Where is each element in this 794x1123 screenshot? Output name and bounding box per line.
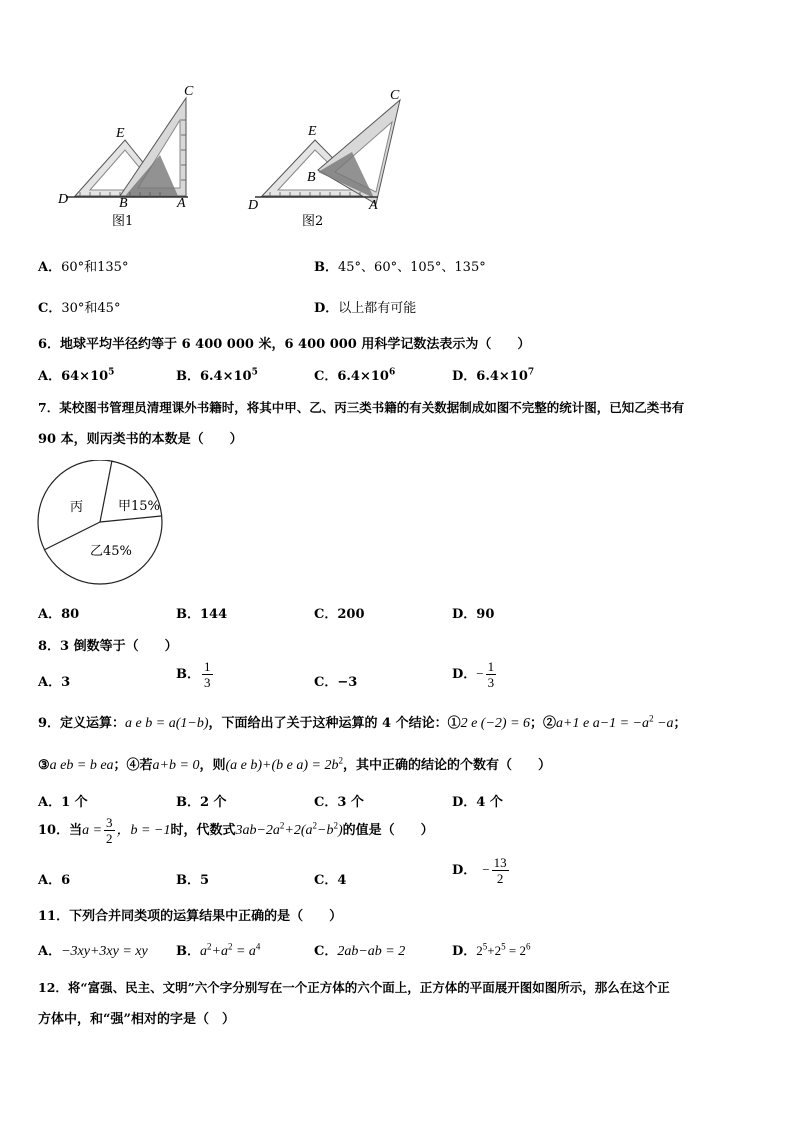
q5-option-d-letter: D．: [314, 301, 339, 316]
q11-d-letter: D．: [452, 944, 477, 959]
q5-option-d: [314, 297, 416, 316]
q9-option-b: B．2 个: [176, 795, 227, 810]
q11-b-exp2: 2: [227, 941, 233, 952]
q11-c-letter: C．: [314, 944, 338, 959]
q7-option-c: C．200: [314, 607, 365, 622]
q9-sep2: ；: [673, 716, 687, 731]
q8-d-sign: −: [476, 666, 484, 681]
fig2-label-e: E: [308, 124, 317, 139]
fig2-label-b: B: [307, 170, 316, 185]
q5-option-c-text: 30°和45°: [61, 301, 121, 316]
fig1-label-e: E: [116, 126, 125, 141]
fig2-label-c: C: [390, 88, 400, 103]
q11-d-exp3: 6: [525, 941, 531, 952]
q9-sep1: ；②: [530, 716, 557, 731]
q11-b-term3: = a: [232, 944, 256, 959]
q9-line1: [38, 712, 687, 732]
fig2-label-a: A: [369, 198, 378, 213]
q5-option-a: [38, 256, 128, 275]
q12-line2: 方体中，和“强”相对的字是（ ）: [38, 1012, 235, 1027]
q9-conclusion4: (a e b)+(b e a) = 2b: [225, 758, 339, 773]
q9-c2-tail: −a: [653, 716, 674, 731]
q9-line2: [38, 754, 551, 774]
q6-b-exp: 5: [251, 367, 258, 378]
q8-option-c: C．−3: [314, 675, 358, 690]
q11-b-term2: +a: [211, 944, 228, 959]
q9-c2-exp: 2: [649, 713, 654, 724]
q9-option-c: C．3 个: [314, 795, 364, 810]
q11-d-term3: = 2: [505, 943, 526, 958]
q10-expr3-exp: 2: [333, 820, 338, 831]
q8-option-d: [452, 660, 498, 689]
q10-expr2-exp: 2: [312, 820, 318, 831]
q11-stem: 11．下列合并同类项的运算结果中正确的是（ ）: [38, 909, 343, 924]
pie-label-jia: 甲15%: [118, 499, 160, 514]
q10-d-den: 2: [496, 871, 504, 886]
q7-stem-line2: 90 本，则丙类书的本数是（ ）: [38, 432, 243, 447]
q9-text1: ，下面给出了关于这种运算的 4 个结论：①: [208, 716, 461, 731]
q9-c4-mid: ，则: [199, 758, 226, 773]
q10-expr4: ): [337, 823, 343, 838]
q10-d-fraction: [492, 856, 509, 885]
q9-option-d: D．4 个: [452, 795, 503, 810]
q9-label: 9．定义运算：: [38, 716, 126, 731]
q7-option-a: A．80: [38, 607, 80, 622]
q10-stem: [38, 816, 434, 845]
q5-option-b: [314, 256, 486, 275]
q11-a-expr: −3xy+3xy = xy: [61, 944, 148, 959]
q11-d-term2: +2: [487, 943, 502, 958]
q10-a-den: 2: [106, 831, 113, 846]
q6-option-c: [314, 365, 395, 384]
q11-d-exp1: 5: [482, 941, 488, 952]
pie-chart: [36, 460, 166, 586]
q10-tail: 的值是（ ）: [342, 823, 434, 838]
q6-c-text: C．6.4×10: [314, 369, 389, 384]
q9-definition: a e b = a(1−b): [125, 716, 209, 731]
q7-option-d: D．90: [452, 607, 495, 622]
q11-option-b: [176, 940, 260, 960]
q10-label: 10．当: [38, 823, 83, 838]
q9-conclusion2: a+1 e a−1 = −a: [556, 716, 650, 731]
q8-b-num: 1: [204, 659, 211, 674]
q6-b-text: B．6.4×10: [176, 369, 252, 384]
q11-d-term1: 2: [476, 943, 483, 958]
q5-option-b-letter: B．: [314, 260, 338, 275]
figure-1: [66, 98, 188, 197]
q7-option-b: B．144: [176, 607, 228, 622]
q9-c4-exp: 2: [338, 755, 343, 766]
fig1-label-b: B: [119, 196, 128, 211]
q10-d-letter: D．: [452, 863, 477, 878]
q6-option-a: [38, 365, 114, 384]
q11-b-exp1: 2: [207, 941, 212, 952]
q10-expr: 3ab−2a: [235, 823, 280, 838]
q10-option-a: A．6: [38, 873, 71, 888]
q9-c3-prefix: ③: [38, 758, 50, 773]
q11-b-term1: a: [200, 944, 207, 959]
q11-b-letter: B．: [176, 944, 200, 959]
q11-b-exp3: 4: [255, 941, 261, 952]
q8-d-num: 1: [487, 659, 495, 674]
q10-d-num: 13: [493, 855, 507, 870]
q11-d-exp2: 5: [501, 941, 506, 952]
q8-option-b: [176, 660, 215, 689]
q8-b-den: 3: [204, 675, 211, 690]
q10-d-sign: −: [482, 862, 490, 877]
fig1-label-d: D: [58, 192, 69, 207]
q8-option-a: A．3: [38, 675, 71, 690]
fig1-caption: 图1: [112, 214, 134, 229]
fig1-label-a: A: [177, 196, 186, 211]
q11-option-c: [314, 940, 405, 960]
pie-label-bing: 丙: [70, 500, 84, 515]
figure-2: [255, 100, 400, 204]
q5-option-c-letter: C．: [38, 301, 62, 316]
q10-mid: 时，代数式: [170, 823, 236, 838]
fig2-caption: 图2: [302, 214, 324, 229]
q9-c4-condition: a+b = 0: [152, 758, 200, 773]
q6-option-d: [452, 365, 534, 384]
q10-option-b: B．5: [176, 873, 210, 888]
q11-option-a: [38, 940, 148, 960]
q9-conclusion1: 2 e (−2) = 6: [460, 716, 531, 731]
q8-d-den: 3: [487, 675, 495, 690]
q8-stem: 8．3 倒数等于（ ）: [38, 639, 178, 654]
q6-stem: 6．地球平均半径约等于 6 400 000 米，6 400 000 用科学记数法表示为（ ）: [38, 337, 531, 352]
q11-c-expr: 2ab−ab = 2: [337, 944, 406, 959]
fig2-label-d: D: [248, 198, 259, 213]
q10-a-eq: a =: [82, 823, 103, 838]
q6-c-exp: 6: [388, 367, 396, 378]
q5-option-b-text: 45°、60°、105°、135°: [338, 260, 486, 275]
q10-expr3: −b: [317, 823, 334, 838]
q12-line1: 12．将“富强、民主、文明”六个字分别写在一个正方体的六个面上，正方体的平面展开图如图所示，那么在这个正: [38, 980, 670, 995]
q9-sep3: ；④若: [113, 758, 153, 773]
q10-a-fraction: [104, 816, 115, 845]
q10-a-num: 3: [106, 815, 113, 830]
q10-b-part: ，b = −1: [116, 823, 171, 838]
fig1-label-c: C: [184, 84, 194, 99]
q5-option-a-text: 60°和135°: [61, 260, 129, 275]
q6-a-text: A．64×10: [38, 369, 109, 384]
q5-option-c: [38, 297, 120, 316]
q5-option-a-letter: A．: [38, 260, 62, 275]
q11-a-letter: A．: [38, 944, 62, 959]
q6-d-exp: 7: [527, 367, 535, 378]
q10-expr-exp: 2: [279, 820, 285, 831]
q9-option-a: A．1 个: [38, 795, 88, 810]
q9-tail: ，其中正确的结论的个数有（ ）: [342, 758, 551, 773]
q10-option-d: [452, 856, 511, 885]
q8-b-fraction: [202, 660, 213, 689]
q10-expr2: +2(a: [284, 823, 313, 838]
q7-stem-line1: 7．某校图书管理员清理课外书籍时，将其中甲、乙、丙三类书籍的有关数据制成如图不完整的统计图，已知乙类书有: [38, 400, 685, 415]
q10-option-c: C．4: [314, 873, 347, 888]
q6-a-exp: 5: [108, 367, 115, 378]
q5-option-d-text: 以上都有可能: [338, 301, 417, 316]
q8-d-fraction: [486, 660, 497, 689]
q8-b-letter: B．: [176, 667, 200, 682]
q6-d-text: D．6.4×10: [452, 369, 528, 384]
q8-d-letter: D．: [452, 667, 477, 682]
q6-option-b: [176, 365, 258, 384]
pie-label-yi: 乙45%: [90, 544, 132, 559]
q9-conclusion3: a eb = b ea: [49, 758, 114, 773]
q11-option-d: [452, 940, 530, 959]
